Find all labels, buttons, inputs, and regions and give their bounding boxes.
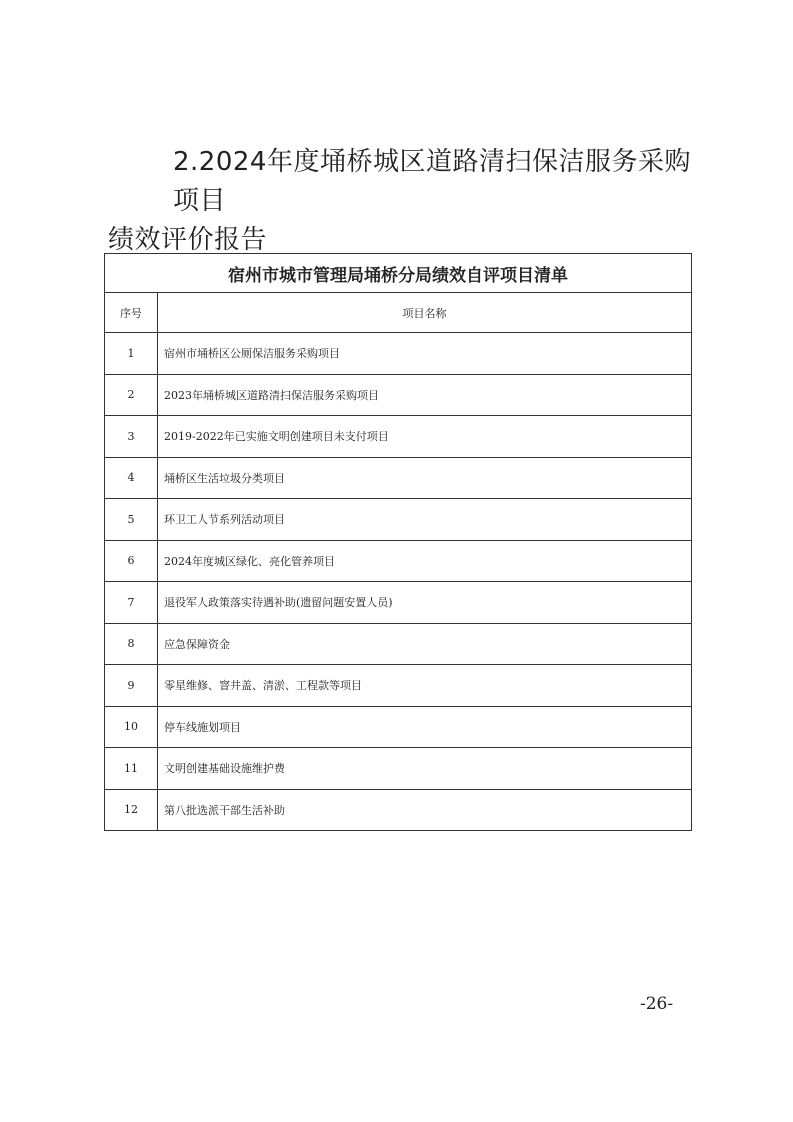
row-name: 停车线施划项目	[158, 706, 692, 748]
row-name: 退役军人政策落实待遇补助(遗留问题安置人员)	[158, 582, 692, 624]
row-name: 文明创建基础设施维护费	[158, 748, 692, 790]
table-row	[105, 457, 692, 499]
project-list-table	[104, 253, 692, 831]
table-row	[105, 540, 692, 582]
table-row	[105, 789, 692, 831]
row-seq: 5	[105, 499, 158, 541]
table-row	[105, 623, 692, 665]
row-seq: 10	[105, 706, 158, 748]
row-seq: 9	[105, 665, 158, 707]
row-name: 应急保障资金	[158, 623, 692, 665]
row-seq: 3	[105, 416, 158, 458]
row-name: 埇桥区生活垃圾分类项目	[158, 457, 692, 499]
page-number: -26-	[640, 994, 674, 1014]
row-name: 2019-2022年已实施文明创建项目未支付项目	[158, 416, 692, 458]
table-row	[105, 499, 692, 541]
row-name: 2023年埇桥城区道路清扫保洁服务采购项目	[158, 374, 692, 416]
row-seq: 2	[105, 374, 158, 416]
table-row	[105, 748, 692, 790]
row-name: 第八批选派干部生活补助	[158, 789, 692, 831]
row-name: 环卫工人节系列活动项目	[158, 499, 692, 541]
table-row	[105, 374, 692, 416]
row-seq: 12	[105, 789, 158, 831]
column-header-name: 项目名称	[158, 293, 692, 333]
row-seq: 8	[105, 623, 158, 665]
row-seq: 1	[105, 333, 158, 375]
report-heading	[108, 143, 698, 260]
row-name: 2024年度城区绿化、亮化管养项目	[158, 540, 692, 582]
table-row	[105, 333, 692, 375]
row-name: 零星维修、窨井盖、清淤、工程款等项目	[158, 665, 692, 707]
row-seq: 11	[105, 748, 158, 790]
heading-line-1: 2.2024年度埇桥城区道路清扫保洁服务采购项目	[173, 147, 691, 216]
row-seq: 6	[105, 540, 158, 582]
table-row	[105, 582, 692, 624]
row-seq: 4	[105, 457, 158, 499]
row-seq: 7	[105, 582, 158, 624]
column-header-seq: 序号	[105, 293, 158, 333]
table-header-row	[105, 293, 692, 333]
table-row	[105, 416, 692, 458]
table-title: 宿州市城市管理局埇桥分局绩效自评项目清单	[105, 254, 692, 293]
table-row	[105, 706, 692, 748]
heading-line-2: 绩效评价报告	[108, 225, 268, 255]
table-row	[105, 665, 692, 707]
row-name: 宿州市埇桥区公厕保洁服务采购项目	[158, 333, 692, 375]
